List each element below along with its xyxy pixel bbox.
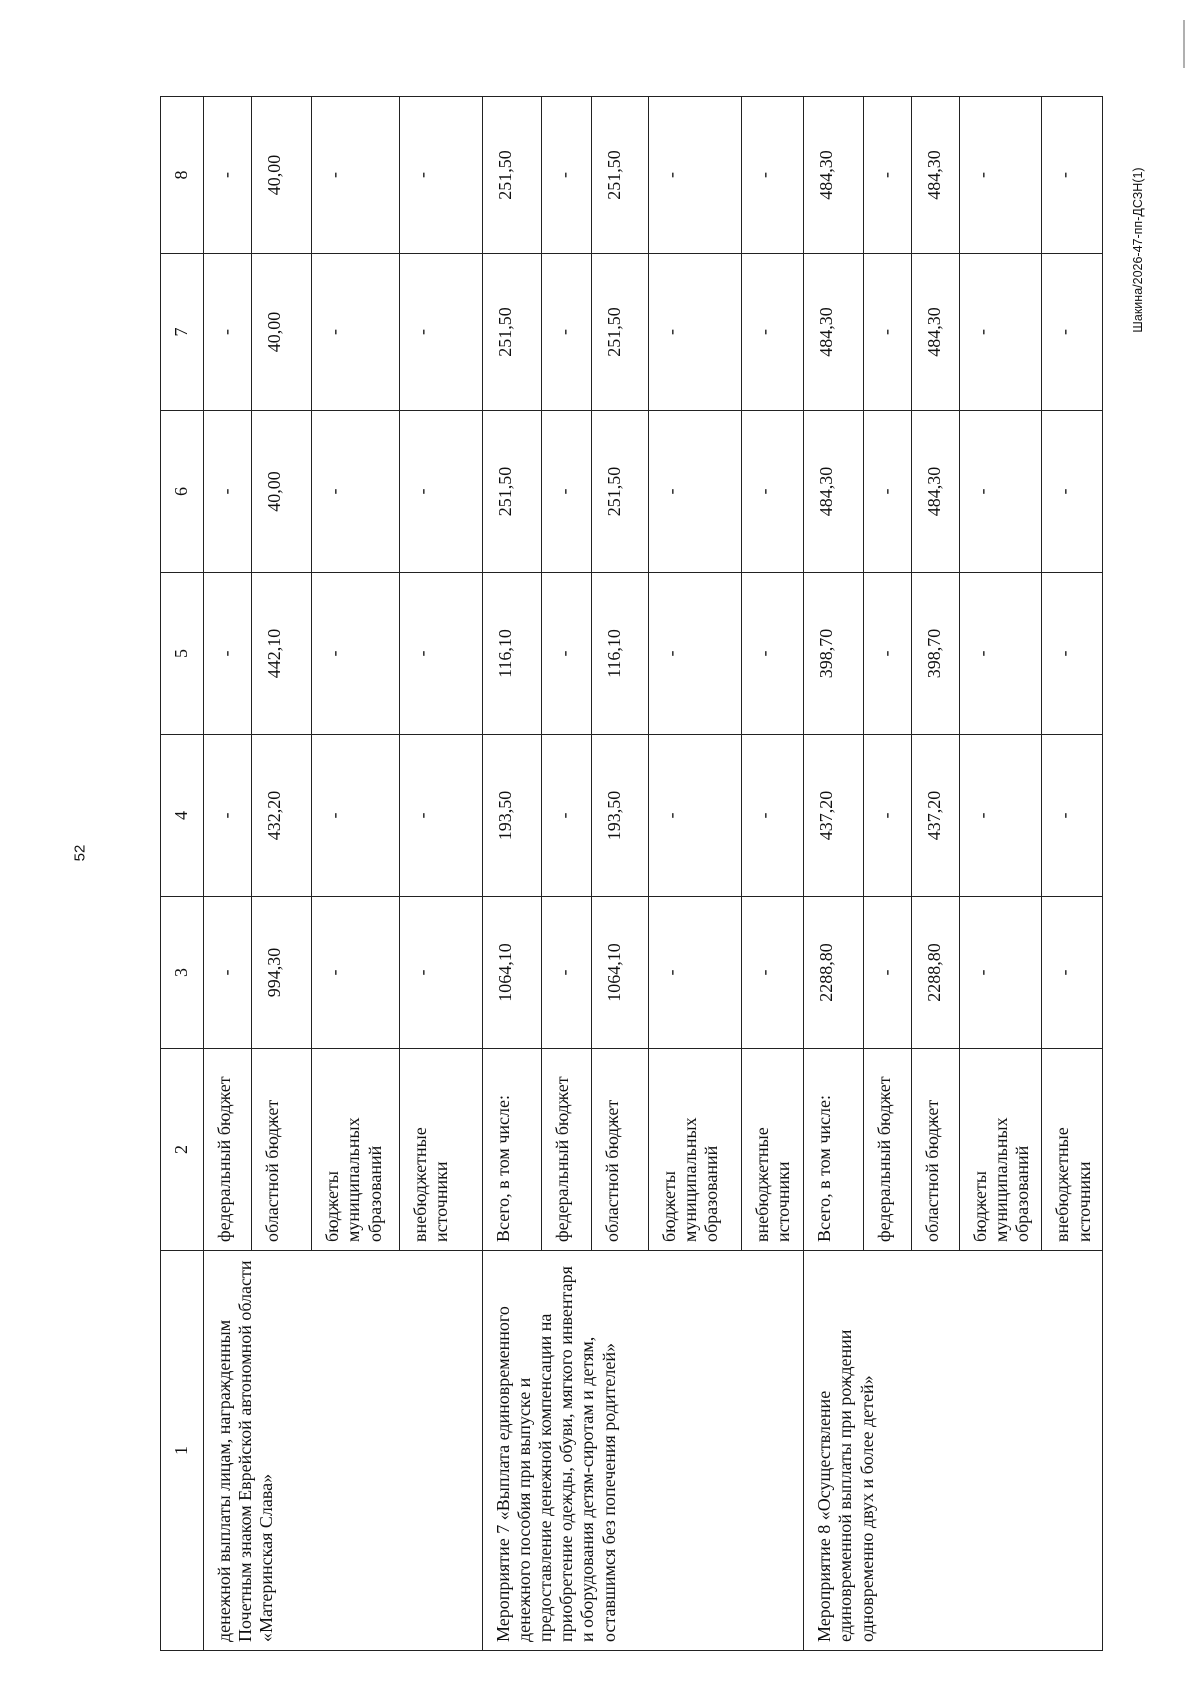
value-cell: 484,30 (912, 411, 959, 573)
funding-source-cell: Всего, в том числе: (482, 1049, 542, 1251)
value-cell: 251,50 (482, 97, 542, 254)
value-cell: - (864, 573, 912, 735)
value-cell: 437,20 (804, 735, 864, 897)
funding-source-cell: Всего, в том числе: (804, 1049, 864, 1251)
value-cell: - (204, 735, 252, 897)
value-cell: 251,50 (591, 97, 648, 254)
activity-cell: Мероприятие 8 «Осуществление единовременной выплаты при рождении одновременно двух и более детей» (804, 1251, 1103, 1651)
value-cell: - (742, 573, 804, 735)
value-cell: 432,20 (252, 735, 312, 897)
funding-source-cell: областной бюджет (912, 1049, 959, 1251)
value-cell: - (959, 897, 1042, 1049)
value-cell: - (648, 254, 742, 411)
value-cell: - (648, 897, 742, 1049)
value-cell: 40,00 (252, 411, 312, 573)
value-cell: - (864, 411, 912, 573)
activity-cell: Мероприятие 7 «Выплата единовременного денежного пособия при выпуске и предоставление денежной компенсации на приобретение одежды, обуви, мягкого инвентаря и оборудования детям-сиротам и детям, оставшимся без попечения родителей» (482, 1251, 804, 1651)
header-col-2: 2 (161, 1049, 204, 1251)
value-cell: - (864, 254, 912, 411)
value-cell: - (399, 97, 482, 254)
value-cell: - (1042, 97, 1103, 254)
value-cell: - (542, 735, 591, 897)
value-cell: 116,10 (482, 573, 542, 735)
value-cell: 437,20 (912, 735, 959, 897)
value-cell: 484,30 (804, 254, 864, 411)
header-col-5: 5 (161, 573, 204, 735)
table-row (482, 97, 542, 1651)
header-col-3: 3 (161, 897, 204, 1049)
value-cell: - (959, 735, 1042, 897)
value-cell: 40,00 (252, 97, 312, 254)
funding-source-cell: бюджеты муниципальных образований (312, 1049, 399, 1251)
value-cell: 442,10 (252, 573, 312, 735)
value-cell: - (742, 897, 804, 1049)
value-cell: 2288,80 (804, 897, 864, 1049)
value-cell: - (312, 897, 399, 1049)
value-cell: - (399, 573, 482, 735)
funding-source-cell: областной бюджет (252, 1049, 312, 1251)
value-cell: 994,30 (252, 897, 312, 1049)
value-cell: - (959, 573, 1042, 735)
header-col-6: 6 (161, 411, 204, 573)
funding-source-cell: внебюджетные источники (399, 1049, 482, 1251)
value-cell: - (312, 411, 399, 573)
funding-source-cell: областной бюджет (591, 1049, 648, 1251)
value-cell: - (648, 735, 742, 897)
value-cell: 251,50 (591, 411, 648, 573)
value-cell: - (1042, 735, 1103, 897)
value-cell: 1064,10 (482, 897, 542, 1049)
value-cell: - (542, 97, 591, 254)
value-cell: - (742, 411, 804, 573)
funding-source-cell: федеральный бюджет (864, 1049, 912, 1251)
value-cell: - (399, 411, 482, 573)
value-cell: - (648, 97, 742, 254)
budget-table (160, 96, 1103, 1651)
value-cell: 398,70 (912, 573, 959, 735)
value-cell: - (742, 97, 804, 254)
value-cell: 1064,10 (591, 897, 648, 1049)
value-cell: 251,50 (482, 254, 542, 411)
table-row (204, 97, 252, 1651)
value-cell: - (399, 254, 482, 411)
rotated-table-container (160, 97, 1103, 1651)
value-cell: - (648, 573, 742, 735)
funding-source-cell: внебюджетные источники (742, 1049, 804, 1251)
value-cell: 251,50 (482, 411, 542, 573)
header-col-1: 1 (161, 1251, 204, 1651)
value-cell: - (1042, 411, 1103, 573)
value-cell: 116,10 (591, 573, 648, 735)
value-cell: - (959, 97, 1042, 254)
value-cell: - (542, 254, 591, 411)
value-cell: - (1042, 573, 1103, 735)
value-cell: - (399, 735, 482, 897)
funding-source-cell: федеральный бюджет (204, 1049, 252, 1251)
value-cell: - (204, 97, 252, 254)
value-cell: - (542, 897, 591, 1049)
value-cell: 40,00 (252, 254, 312, 411)
value-cell: 193,50 (482, 735, 542, 897)
activity-cell: денежной выплаты лицам, награжденным Почетным знаком Еврейской автономной области «Материнская Слава» (204, 1251, 483, 1651)
value-cell: - (204, 411, 252, 573)
value-cell: - (864, 735, 912, 897)
value-cell: - (959, 411, 1042, 573)
value-cell: - (1042, 897, 1103, 1049)
value-cell: - (204, 573, 252, 735)
value-cell: - (864, 97, 912, 254)
header-col-4: 4 (161, 735, 204, 897)
table-body (204, 97, 1103, 1651)
value-cell: - (542, 411, 591, 573)
value-cell: - (742, 735, 804, 897)
value-cell: - (312, 735, 399, 897)
value-cell: 2288,80 (912, 897, 959, 1049)
value-cell: - (204, 254, 252, 411)
value-cell: - (312, 573, 399, 735)
value-cell: - (959, 254, 1042, 411)
value-cell: 484,30 (912, 254, 959, 411)
value-cell: - (648, 411, 742, 573)
value-cell: - (312, 254, 399, 411)
value-cell: 193,50 (591, 735, 648, 897)
page-number: 52 (71, 844, 89, 862)
value-cell: 484,30 (804, 97, 864, 254)
value-cell: - (542, 573, 591, 735)
value-cell: 484,30 (804, 411, 864, 573)
value-cell: - (312, 97, 399, 254)
header-col-8: 8 (161, 97, 204, 254)
funding-source-cell: бюджеты муниципальных образований (648, 1049, 742, 1251)
value-cell: 251,50 (591, 254, 648, 411)
value-cell: - (399, 897, 482, 1049)
funding-source-cell: федеральный бюджет (542, 1049, 591, 1251)
funding-source-cell: внебюджетные источники (1042, 1049, 1103, 1251)
value-cell: - (1042, 254, 1103, 411)
value-cell: 484,30 (912, 97, 959, 254)
header-col-7: 7 (161, 254, 204, 411)
value-cell: - (204, 897, 252, 1049)
value-cell: - (742, 254, 804, 411)
footer-document-code: Шакина/2026-47-пп-ДСЗН(1) (1131, 167, 1145, 333)
table-row (804, 97, 864, 1651)
value-cell: 398,70 (804, 573, 864, 735)
value-cell: - (864, 897, 912, 1049)
header-row (161, 97, 204, 1651)
scan-artifact-line (1183, 20, 1185, 68)
funding-source-cell: бюджеты муниципальных образований (959, 1049, 1042, 1251)
